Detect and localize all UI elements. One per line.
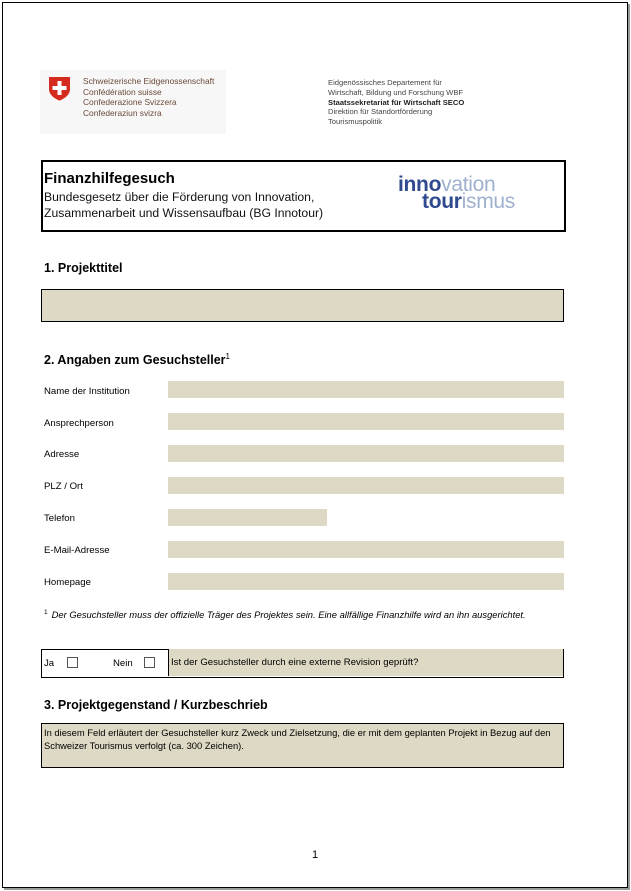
logo-vation: vation (441, 173, 496, 196)
department-line: Wirtschaft, Bildung und Forschung WBF (328, 87, 464, 97)
institution-input[interactable] (168, 381, 564, 398)
page-number: 1 (312, 849, 319, 861)
no-label: Nein (113, 658, 133, 669)
innotour-logo (398, 173, 515, 213)
contact-input[interactable] (168, 413, 564, 430)
confederation-names (83, 76, 214, 118)
confederation-name-de: Schweizerische Eidgenossenschaft (83, 76, 215, 86)
revision-question: Ist der Gesuchsteller durch eine externe Revision geprüft? (171, 657, 419, 668)
form-subtitle-line2: Zusammenarbeit und Wissensaufbau (BG Innotour) (44, 205, 324, 220)
zip-city-label: PLZ / Ort (44, 481, 83, 492)
department-line-seco: Staatssekretariat für Wirtschaft SECO (328, 97, 465, 107)
confederation-name-rm: Confederaziun svizra (83, 107, 162, 118)
homepage-input[interactable] (168, 573, 564, 590)
no-checkbox[interactable] (144, 657, 155, 668)
form-title: Finanzhilfegesuch (44, 170, 175, 187)
logo-inno: inno (398, 173, 442, 196)
section-1-heading: 1. Projekttitel (44, 261, 123, 275)
zip-city-input[interactable] (168, 477, 564, 494)
yes-label: Ja (44, 658, 55, 669)
footnote (44, 606, 534, 622)
logo-ismus: ismus (461, 190, 515, 213)
project-description-placeholder: In diesem Feld erläutert der Gesuchsteller kurz Zweck und Zielsetzung, die er mit dem geplanten Projekt in Bezug auf den Schweizer Tourismus verfolgt (ca. 300 Zeichen). (44, 727, 551, 752)
email-input[interactable] (168, 541, 564, 558)
swiss-flag-icon (47, 76, 72, 101)
phone-label: Telefon (44, 513, 75, 524)
homepage-label: Homepage (44, 577, 91, 588)
footnote-number: 1 (44, 609, 48, 616)
department-line: Tourismuspolitik (328, 117, 383, 127)
footnote-text: Der Gesuchsteller muss der offizielle Träger des Projektes sein. Eine allfällige Finanzhilfe wird an ihn ausgerichtet. (51, 609, 526, 621)
logo-tour: tour (422, 190, 462, 213)
form-subtitle-line1: Bundesgesetz über die Förderung von Innovation, (44, 190, 315, 204)
project-title-input[interactable] (41, 289, 564, 322)
department-line: Eidgenössisches Departement für (328, 78, 442, 87)
email-label: E-Mail-Adresse (44, 545, 110, 556)
address-label: Adresse (44, 449, 80, 460)
confederation-name-it: Confederazione Svizzera (83, 97, 177, 108)
section-3-heading: 3. Projektgegenstand / Kurzbeschrieb (44, 698, 268, 712)
institution-label: Name der Institution (44, 386, 130, 397)
phone-input[interactable] (168, 509, 327, 526)
confederation-name-fr: Confédération suisse (83, 86, 162, 97)
section-2-heading-text: 2. Angaben zum Gesuchsteller (44, 353, 226, 368)
department-line: Direktion für Standortförderung (328, 107, 433, 117)
department-block (328, 78, 464, 127)
form-subtitle (44, 190, 323, 221)
yes-checkbox[interactable] (67, 657, 78, 668)
footnote-ref: 1 (225, 352, 230, 361)
address-input[interactable] (168, 445, 564, 462)
section-2-heading (44, 352, 230, 367)
contact-label: Ansprechperson (44, 418, 114, 429)
